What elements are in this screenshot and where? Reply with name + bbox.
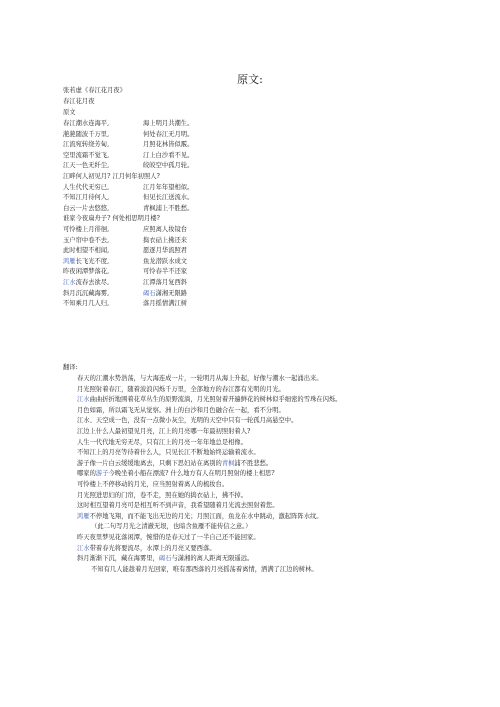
translation-text: 春天的江潮水势浩荡，与大海连成一片，一轮明月从海上升起，好像与潮水一起涌出来。: [77, 375, 323, 382]
translation-text: 浦不胜悲愁。: [234, 459, 273, 467]
translation-paragraph: [63, 385, 441, 396]
translation-paragraph: [63, 459, 441, 470]
poem-half-line: [63, 193, 143, 204]
poem-text-segment: 月照花林皆似霰。: [143, 141, 194, 149]
translation-paragraph: [63, 491, 441, 502]
translation-text: 昨天夜里梦见花落闲潭，惋惜的是春天过了一半自己还不能回家。: [77, 533, 260, 541]
poem-line: [63, 267, 193, 278]
poem-half-line: [63, 299, 143, 310]
author-line: 张若虚《春江花月夜》: [63, 87, 126, 94]
poem-line: [63, 151, 193, 162]
poem-line: [63, 236, 193, 247]
translation-text: 不停地飞翔，而不能飞出无边的月光；月照江面，鱼龙在水中跳动，激起阵阵水纹。: [89, 512, 323, 520]
translation-paragraph: [63, 501, 441, 512]
poem-line: [63, 299, 193, 310]
poem-half-line: [63, 161, 143, 172]
poem-half-line: [143, 119, 193, 130]
poem-line: [63, 193, 193, 204]
translation-text: 不知有几人能趁着月光回家，唯有那西落的月亮摇荡着离情，洒满了江边的树林。: [91, 565, 318, 573]
poem-line: [63, 161, 193, 172]
poem-text-segment: 滟滟随波千万里,: [63, 130, 110, 138]
poem-text-segment: 可怜楼上月徘徊,: [63, 225, 110, 233]
poem-half-line: [63, 204, 143, 215]
poem-text-segment: 此时相望不相闻,: [63, 247, 110, 255]
section-label: 原文: [63, 109, 76, 116]
translation-paragraph: [63, 512, 441, 523]
poem-text-segment: 江潭落月复西斜: [143, 278, 188, 286]
page-title: 原文:: [237, 73, 263, 86]
poem-half-line: [63, 119, 143, 130]
poem-line: [63, 214, 193, 225]
translation-text: 哪家的: [77, 470, 96, 478]
poem-half-line: [143, 204, 193, 215]
poem-half-line: [143, 193, 193, 204]
poem-half-line: [63, 140, 143, 151]
highlight-term: 鸿雁: [63, 257, 76, 265]
translation-text: （此二句写月光之清澈无垠，也暗含鱼雁不能传信之意。）: [91, 523, 252, 531]
poem-couplet-question: 谁家今夜扁舟子? 何处相思明月楼?: [63, 215, 160, 223]
translation-text: 曲曲折折地围着花草丛生的原野流淌，月光照射着开遍鲜花的树林似乎细密的雪珠在闪烁。: [89, 396, 342, 404]
poem-line: [63, 140, 193, 151]
poem-text-segment: 汀上白沙看不见。: [143, 151, 194, 159]
poem-half-line: [63, 236, 143, 247]
poem-half-line: [143, 161, 193, 172]
translation-paragraph: [63, 374, 441, 385]
highlight-term: 碣石: [143, 289, 156, 297]
poem-line: [63, 204, 193, 215]
highlight-term: 江水: [77, 544, 90, 552]
highlight-term: 江水: [77, 396, 90, 404]
translation-paragraph: [63, 395, 441, 406]
translation-paragraph: [63, 416, 441, 427]
poem-half-line: [143, 130, 193, 141]
poem-text-segment: 落月摇情满江树: [143, 300, 188, 308]
poem-text-segment: 江天一色无纤尘,: [63, 162, 110, 170]
translation-text: 月光照进思妇的门帘，卷不走，照在她的捣衣砧上，拂不掉。: [77, 491, 248, 499]
poem-half-line: [63, 289, 143, 300]
poem-line: [63, 257, 193, 268]
poem-half-line: [63, 246, 143, 257]
poem-text-segment: 潇湘无限路: [155, 289, 188, 297]
highlight-term: 鸿雁: [77, 512, 90, 520]
poem-text-segment: 江流宛转绕芳甸,: [63, 141, 110, 149]
poem-text-segment: 鱼龙潜跃水成文: [143, 257, 188, 265]
poem-line: [63, 183, 193, 194]
poem-text-segment: 流春去欲尽,: [75, 278, 110, 286]
translation-paragraph: [63, 448, 441, 459]
translation-paragraph: [63, 522, 441, 533]
poem-text-segment: 捣衣砧上拂还来: [143, 236, 188, 244]
translation-paragraph: [63, 438, 441, 449]
poem-text-segment: 青枫浦上不胜愁。: [143, 204, 194, 212]
poem-text-segment: 应照离人妆镜台: [143, 225, 188, 233]
translation-text: 人生一代代地无穷无尽，只有江上的月亮一年年地总是相像。: [77, 438, 248, 446]
poem-half-line: [143, 299, 187, 310]
translation-text: 江边上什么人最初望见月亮，江上的月亮哪一年最初照射着人?: [77, 427, 251, 435]
poem-text-segment: 斜月沉沉藏海雾,: [63, 289, 110, 297]
poem-half-line: [143, 267, 187, 278]
poem-half-line: [143, 246, 187, 257]
translation-text: 今晚坐着小船在漂流? 什么地方有人在明月照射的楼上相思?: [108, 470, 275, 478]
poem-half-line: [143, 183, 193, 194]
poem-text: [63, 119, 193, 310]
poem-line: [63, 246, 193, 257]
translation-body: [63, 374, 441, 575]
poem-line: [63, 278, 193, 289]
poem-half-line: [63, 183, 143, 194]
poem-text-segment: 不知江月待何人,: [63, 194, 110, 202]
translation-text: 可怜楼上不停移动的月光，应当照射着离人的梳妆台。: [77, 480, 229, 488]
poem-text-segment: 白云一片去悠悠,: [63, 204, 110, 212]
poem-half-line: [143, 236, 187, 247]
poem-line: [63, 172, 193, 183]
poem-text-segment: 可怜春半不还家: [143, 268, 188, 276]
translation-paragraph: [63, 406, 441, 417]
poem-line: [63, 289, 193, 300]
poem-line: [63, 119, 193, 130]
poem-half-line: [143, 151, 193, 162]
poem-half-line: [63, 151, 143, 162]
translation-text: 斜月渐渐下沉，藏在海雾里，: [77, 555, 159, 563]
poem-text-segment: 昨夜闲潭梦落花,: [63, 268, 110, 276]
poem-text-segment: 海上明月共潮生。: [143, 120, 194, 127]
highlight-term: 青枫: [221, 459, 235, 467]
translation-paragraph: [63, 480, 441, 491]
poem-line: [63, 225, 193, 236]
translation-paragraph: [63, 565, 441, 576]
poem-text-segment: 愿逐月华流照君: [143, 247, 188, 255]
poem-half-line: [63, 257, 143, 268]
highlight-term: 碣石: [158, 555, 172, 563]
poem-half-line: [143, 140, 193, 151]
translation-paragraph: [63, 469, 441, 480]
poem-text-segment: 何处春江无月明。: [143, 130, 194, 138]
highlight-term: 江水: [63, 278, 76, 286]
translation-text: 不知江上的月亮等待着什么人，只见长江不断地始终运输着流水。: [77, 449, 260, 457]
poem-line: [63, 130, 193, 141]
translation-paragraph: [63, 544, 441, 555]
poem-couplet-question: 江畔何人初见月? 江月何年初照人?: [63, 172, 160, 180]
highlight-term: 游子: [95, 470, 109, 478]
poem-half-line: [63, 225, 143, 236]
translation-text: 月色如霜，所以霜飞无从觉察。洲上的白沙和月色融合在一起，看不分明。: [77, 406, 285, 414]
translation-heading: 翻译:: [63, 364, 78, 371]
poem-half-line: [143, 225, 187, 236]
poem-half-line: [143, 257, 187, 268]
poem-text-segment: 皎皎空中孤月轮。: [143, 162, 194, 170]
poem-text-segment: 江月年年望相似。: [143, 183, 194, 191]
poem-half-line: [63, 278, 143, 289]
poem-text-segment: 玉户帘中卷不去,: [63, 236, 110, 244]
poem-text-segment: 春江潮水连海平,: [63, 120, 110, 127]
poem-text-segment: 空里流霜不觉飞,: [63, 151, 110, 159]
translation-paragraph: [63, 427, 441, 438]
poem-text-segment: 但见长江送流水。: [143, 194, 194, 202]
translation-text: 月光照射着春江，随着波浪闪烁千万里，全部地方的春江都有光明的月光。: [77, 385, 285, 393]
translation-text: 这时相互望着月亮可是相互听不到声音，我希望随着月光流去照射着您。: [77, 502, 279, 510]
poem-half-line: [63, 130, 143, 141]
translation-text: 与潇湘的离人距离无限遥远。: [171, 555, 254, 563]
poem-text-segment: 不知乘月几人归,: [63, 300, 110, 308]
translation-paragraph: [63, 533, 441, 544]
poem-name: 春江花月夜: [63, 98, 95, 105]
poem-text-segment: 人生代代无穷已,: [63, 183, 110, 191]
translation-text: 游子像一片白云缓缓地离去，只剩下思妇站在离别的: [77, 459, 222, 467]
translation-text: 江水、天空成一色，没有一点微小灰尘，光明的天空中只有一轮孤月高悬空中。: [77, 417, 298, 425]
poem-text-segment: 长飞光不度,: [75, 257, 110, 265]
poem-half-line: [63, 267, 143, 278]
translation-text: 带着春光将要流尽，水潭上的月亮又要西落。: [89, 544, 216, 552]
poem-half-line: [143, 278, 187, 289]
translation-paragraph: [63, 554, 441, 565]
poem-half-line: [143, 289, 187, 300]
